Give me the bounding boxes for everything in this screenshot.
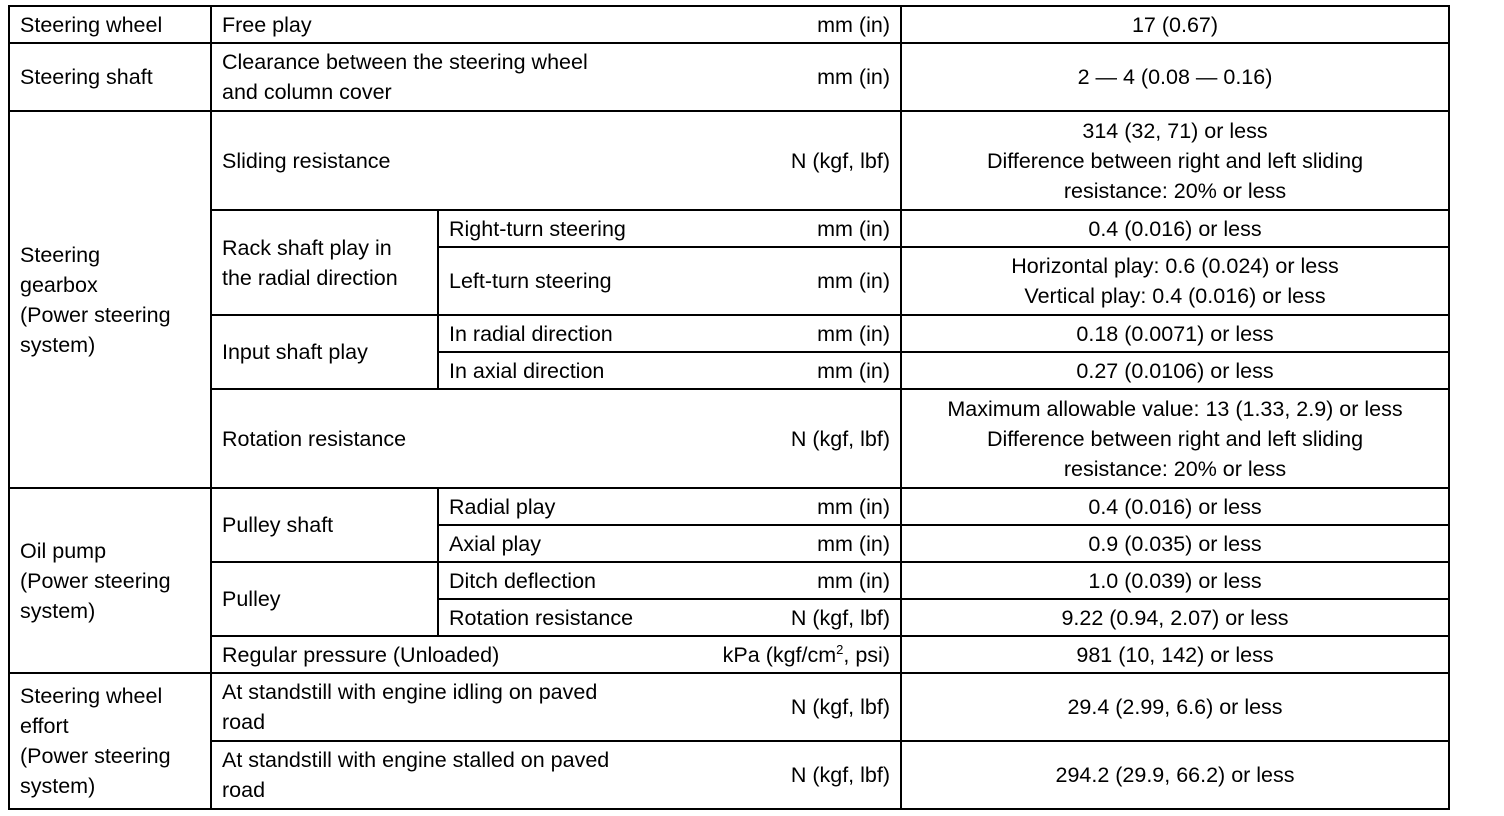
unit-label: N (kgf, lbf) (438, 389, 901, 488)
item-label: Sliding resistance (211, 111, 438, 210)
item-label (211, 673, 598, 741)
item-label: Rotation resistance (211, 389, 438, 488)
value-cell: 17 (0.67) (901, 6, 1449, 43)
sub-item-cell (438, 352, 901, 389)
item-line: and column cover (222, 80, 392, 104)
value-cell: 9.22 (0.94, 2.07) or less (901, 599, 1449, 636)
group-line: Oil pump (20, 538, 107, 563)
value-line: Maximum allowable value: 13 (1.33, 2.9) or less (947, 396, 1403, 421)
unit-label: mm (in) (817, 531, 890, 556)
group-line: (Power steering (20, 744, 171, 768)
sub-item-label: Rotation resistance (449, 605, 634, 630)
value-cell (901, 389, 1449, 488)
table-row (9, 673, 1449, 741)
item-line: the radial direction (222, 265, 398, 290)
item-label (211, 210, 438, 315)
sub-item-cell (438, 525, 901, 562)
unit-label: N (kgf, lbf) (438, 741, 901, 809)
sub-item-label: In axial direction (449, 358, 605, 383)
table-row (9, 636, 1449, 673)
item-label: Pulley (211, 562, 438, 636)
table-row (9, 43, 1449, 111)
item-label (211, 741, 610, 809)
unit-label: mm (in) (438, 6, 901, 43)
unit-label (438, 636, 901, 673)
item-line: road (222, 710, 266, 734)
group-line: Steering wheel (20, 684, 163, 708)
item-line: Clearance between the steering wheel (222, 50, 588, 74)
sub-item-cell (438, 562, 901, 599)
group-line: effort (20, 714, 69, 738)
sub-item-cell (438, 210, 901, 247)
value-line: Difference between right and left sliding (986, 426, 1364, 451)
sub-item-label: Axial play (449, 531, 542, 556)
item-line: At standstill with engine stalled on paved (222, 748, 610, 772)
item-label: Regular pressure (Unloaded) (211, 636, 438, 673)
unit-label: mm (in) (817, 216, 890, 241)
sub-item-cell (438, 315, 901, 352)
item-label (211, 43, 588, 111)
spec-table (8, 5, 1450, 810)
value-line: Horizontal play: 0.6 (0.024) or less (1011, 254, 1339, 278)
group-label: Steering wheel (9, 6, 211, 43)
sub-item-cell (438, 488, 901, 525)
unit-label: mm (in) (817, 321, 890, 346)
unit-label: mm (in) (817, 269, 890, 293)
unit-superscript: 2 (836, 641, 844, 657)
value-line: Vertical play: 0.4 (0.016) or less (1024, 284, 1326, 308)
group-line: (Power steering (20, 302, 171, 327)
value-cell: 29.4 (2.99, 6.6) or less (901, 673, 1449, 741)
value-cell: 0.4 (0.016) or less (901, 488, 1449, 525)
sub-item-cell (438, 599, 901, 636)
unit-text: , psi) (843, 642, 890, 667)
table-row (9, 6, 1449, 43)
table-row (9, 562, 1449, 599)
item-label: Pulley shaft (211, 488, 438, 562)
value-cell: 2 — 4 (0.08 — 0.16) (901, 43, 1449, 111)
sub-item-label: Radial play (449, 494, 556, 519)
value-cell: 0.27 (0.0106) or less (901, 352, 1449, 389)
group-label (9, 488, 211, 673)
unit-label: mm (in) (438, 43, 901, 111)
table-row (9, 210, 1449, 247)
group-line: system) (20, 774, 96, 798)
sub-item-label: In radial direction (449, 321, 613, 346)
item-line: Rack shaft play in (222, 235, 392, 260)
value-cell: 981 (10, 142) or less (901, 636, 1449, 673)
value-line: 314 (32, 71) or less (1082, 118, 1268, 143)
group-label (9, 111, 211, 488)
table-row (9, 111, 1449, 210)
sub-item-cell (438, 247, 901, 315)
group-line: gearbox (20, 272, 98, 297)
group-label (9, 673, 211, 809)
unit-label: mm (in) (817, 358, 890, 383)
value-cell: 1.0 (0.039) or less (901, 562, 1449, 599)
value-cell: 294.2 (29.9, 66.2) or less (901, 741, 1449, 809)
value-cell: 0.18 (0.0071) or less (901, 315, 1449, 352)
sub-item-label: Right-turn steering (449, 216, 626, 241)
table-row (9, 741, 1449, 809)
unit-text: kPa (kgf/cm (722, 642, 837, 667)
unit-label: N (kgf, lbf) (438, 111, 901, 210)
sub-item-label: Left-turn steering (449, 269, 612, 293)
group-line: (Power steering (20, 568, 171, 593)
group-label: Steering shaft (9, 43, 211, 111)
table-row (9, 389, 1449, 488)
value-cell: 0.4 (0.016) or less (901, 210, 1449, 247)
item-line: road (222, 778, 266, 802)
value-cell (901, 111, 1449, 210)
unit-label: mm (in) (817, 568, 890, 593)
value-line: resistance: 20% or less (1063, 456, 1287, 481)
item-label: Free play (211, 6, 438, 43)
item-line: At standstill with engine idling on paved (222, 680, 598, 704)
table-row (9, 315, 1449, 352)
value-line: Difference between right and left sliding (986, 148, 1364, 173)
value-cell: 0.9 (0.035) or less (901, 525, 1449, 562)
item-label: Input shaft play (211, 315, 438, 389)
group-line: system) (20, 332, 96, 357)
unit-label: mm (in) (817, 494, 890, 519)
table-row (9, 488, 1449, 525)
group-line: system) (20, 598, 96, 623)
sub-item-label: Ditch deflection (449, 568, 596, 593)
group-line: Steering (20, 242, 101, 267)
value-cell (901, 247, 1449, 315)
unit-label: N (kgf, lbf) (438, 673, 901, 741)
value-line: resistance: 20% or less (1063, 178, 1287, 203)
unit-label: N (kgf, lbf) (790, 605, 890, 630)
